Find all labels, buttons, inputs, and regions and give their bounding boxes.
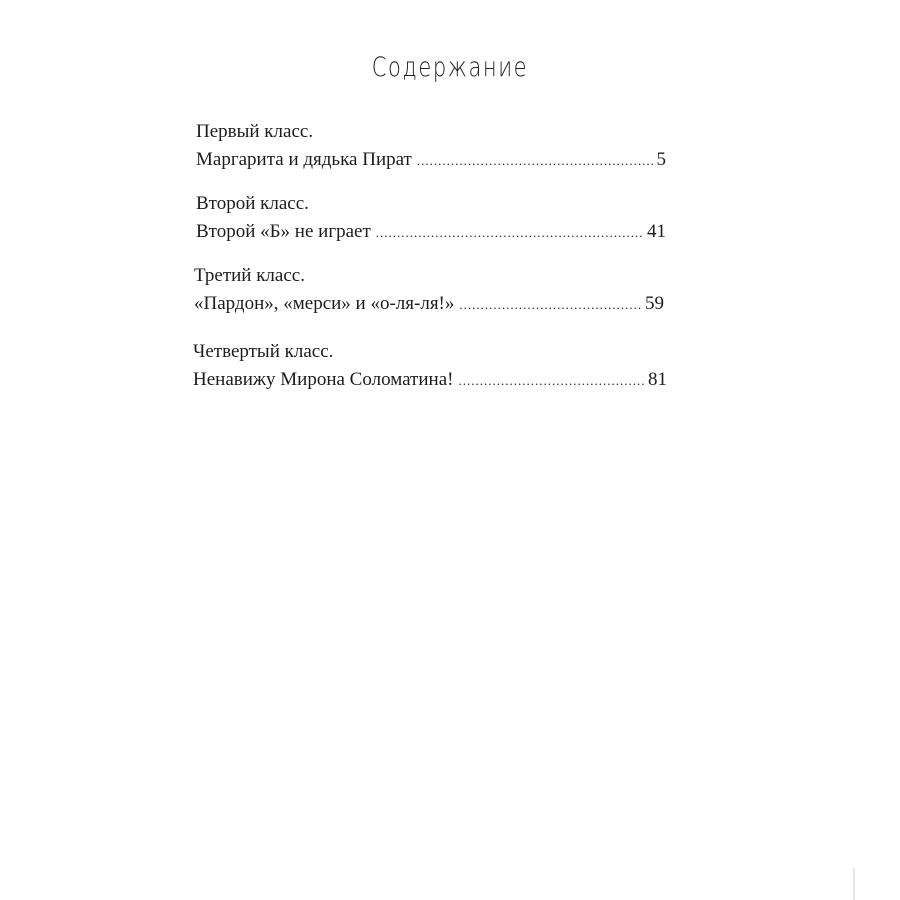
toc-page-number: 59: [645, 293, 664, 314]
toc-chapter-title: Второй «Б» не играет: [196, 221, 371, 242]
toc-entry-heading: Четвертый класс.: [193, 341, 334, 362]
toc-entry: [196, 118, 666, 175]
dot-leader: [376, 219, 644, 247]
toc-entry-line: [196, 218, 666, 247]
toc-page-number: 5: [656, 149, 666, 170]
toc-entry: [196, 190, 666, 247]
toc-chapter-title: «Пардон», «мерси» и «о-ля-ля!»: [194, 293, 455, 314]
toc-title: Содержание: [371, 52, 529, 83]
dot-leader: [459, 291, 642, 319]
dot-leader: [458, 367, 645, 395]
toc-entry-line: [193, 366, 667, 395]
dot-leader: [417, 147, 654, 175]
toc-chapter-title: Маргарита и дядька Пират: [196, 149, 412, 170]
toc-entry-line: [194, 290, 664, 319]
toc-page-number: 41: [647, 221, 666, 242]
toc-entry-heading: Второй класс.: [196, 193, 309, 214]
toc-entry-heading: Третий класс.: [194, 265, 305, 286]
toc-entry-line: [196, 146, 666, 175]
toc-entry: [194, 262, 664, 319]
page-edge-shadow: [853, 868, 855, 900]
toc-chapter-title: Ненавижу Мирона Соломатина!: [193, 369, 454, 390]
toc-entry: [193, 338, 667, 395]
toc-page-number: 81: [648, 369, 667, 390]
toc-entry-heading: Первый класс.: [196, 121, 314, 142]
